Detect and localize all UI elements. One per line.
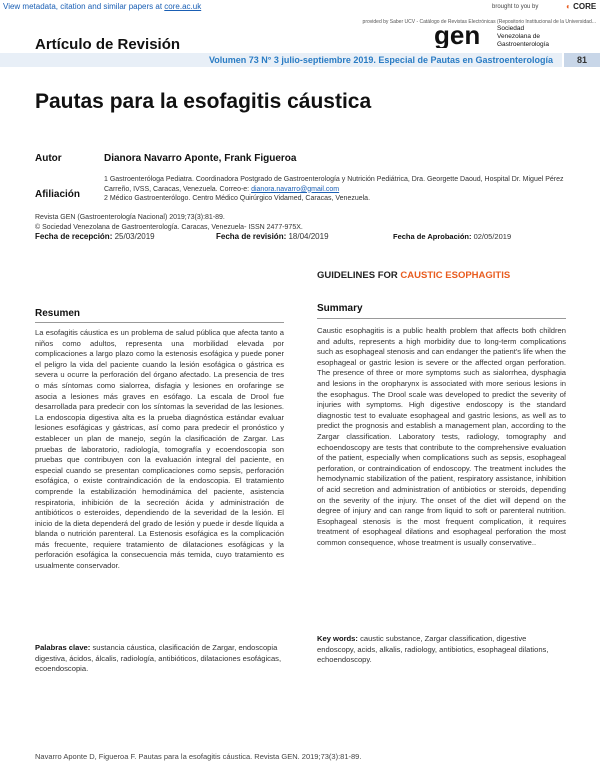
society-name [497,25,549,49]
resumen-rule [35,322,284,323]
article-title: Pautas para la esofagitis cáustica [35,90,372,113]
revised-value: 18/04/2019 [288,232,329,241]
guidelines-topic: CAUSTIC ESOPHAGITIS [400,270,511,281]
received-value: 25/03/2019 [114,232,155,241]
journal-meta [35,213,555,232]
key-words-list: caustic substance, Zargar classification, digestive endoscopy, acids, alkalis, radiology, antibiotics, esophageal dilations, echoendoscopy. [317,634,549,665]
palabras-clave-label: Palabras clave: [35,643,91,652]
guidelines-prefix: GUIDELINES FOR [317,270,401,281]
volume-info: Volumen 73 N° 3 julio-septiembre 2019. Especial de Pautas en Gastroenterología [208,55,553,65]
affiliation-1-text: 1 Gastroenteróloga Pediatra. Coordinadora Postgrado de Gastroenterología y Nutrición Pediátrica, Dra. Georgette Daoud, Hospital Dr. Miguel Pérez Carreño, IVSS, Caracas, Venezuela. Correo-e: [104,176,564,193]
approved-value: 02/05/2019 [473,232,512,241]
summary-rule [317,318,566,319]
english-title [317,270,510,281]
core-metadata-link[interactable] [3,2,201,11]
resumen-body: La esofagitis cáustica es un problema de salud pública que afecta tanto a niños como adultos, representa una morbilidad elevada por complicaciones a largo plazo como la estenosis esofágica y puede poner el peligro la vida del paciente cuando la lesión esofágica o gástrica es severa u ocurre la perforación del órgano afectado. La presencia de tres o más síntomas como sialorrea, disfagia y lesiones en orofaringe se asocia a lesiones más graves en esófago. La escala de Drool fue desarrollada para predecir con los síntomas la severidad de las lesiones. La endoscopia digestiva alta es la prueba diagnóstica estándar evaluar lesiones esofágicas y gástricas, así como para predecir el pronóstico y establecer un plan de manejo, según la clasificación de Zargar. Las pruebas de laboratorio, radiología, tomografía y ecoendoscopia son pruebas que contribuyen con la evaluación integral del paciente, en especial cuando se presentan complicaciones como sepsis, perforación esofágica, o existe contraindicación de la endoscopia. El tratamiento comprende la estabilización hemodinámica del paciente, asistencia respiratoria, inhibición de la secreción ácida y administración de antibióticos o esteroides, dependiendo de la severidad de la lesión. El inicio de la dieta dependerá del grado de lesión y puede ir desde líquida a blanda o nutrición parenteral. La Estenosis esofágica es la complicación más frecuente, requiere tratamiento de dilataciones esofágicas y la perforación esofágica la consecuencia más temida, cuyo tratamiento es usualmente conservador. [35,328,284,571]
approved-date [393,232,511,241]
summary-heading: Summary [317,303,363,314]
summary-body: Caustic esophagitis is a public health problem that affects both children and adults, represents a high morbidity due to long-term complications such as esophageal stenosis and can endanger the patient's life when the esophageal or gastric lesion is severe or the affected organ perforation. The presence of three or more symptoms such as sialorrhea, dysphagia and lesions in the oropharynx is associated with more serious lesions in the esophagus. The Drool scale was developed to predict the severity of injuries with symptoms. High digestive endoscopy is the standard diagnostic test to evaluate esophageal and gastric lesions, as well as to predict the prognosis and establish a management plan, according to the Zargar classification. Laboratory tests, radiology, tomography and echoendoscopy are tests that contribute to the comprehensive evaluation of the patient, especially when complications such as sepsis, esophageal perforation, or contraindication of endoscopy. The treatment includes the hemodynamic stabilization of the patient, respiratory assistance, inhibition of acid secretion and administration of antibiotics or steroids, depending on the severity of the injury. The onset of the diet will depend on the degree of injury and can range from liquid to soft or parenteral nutrition. Esophageal stenosis is the most frequent complication, it requires treatment of esophageal dilations and esophageal perforation the most common consequence, whose treatment is usually conservative.. [317,326,566,547]
authors: Dianora Navarro Aponte, Frank Figueroa [104,153,297,164]
page-number: 81 [564,53,600,67]
affiliation-1 [104,175,574,194]
approved-label: Fecha de Aprobación: [393,232,472,241]
copyright: © Sociedad Venezolana de Gastroenterología. Caracas, Venezuela- ISSN 2477-975X. [35,223,303,231]
core-link-url[interactable]: core.ac.uk [164,2,202,11]
journal-reference: Revista GEN (Gastroenterología Nacional) 2019;73(3):81-89. [35,214,225,221]
gen-logo-icon [432,22,492,48]
society-line-1: Sociedad [497,25,525,32]
affiliations [104,175,574,204]
core-logo-text: CORE [573,2,597,11]
author-label: Autor [35,153,62,164]
core-logo[interactable] [566,2,596,11]
revised-label: Fecha de revisión: [216,232,287,241]
provided-by-text[interactable]: provided by Saber UCV - Catálogo de Revistas Electrónicas (Repositorio Institucional de la Universidad... [362,19,596,25]
received-date [35,232,155,241]
article-type-label: Artículo de Revisión [35,36,181,53]
palabras-clave-list: sustancia cáustica, clasificación de Zargar, endoscopia digestiva, ácidos, álcalis, radiología, antibióticos, dilataciones esofágicas, ecoendoscopia. [35,643,282,674]
author-email-link[interactable]: dianora.navarro@gmail.com [251,185,340,193]
svg-text:gen: gen [434,22,481,48]
core-link-prefix: View metadata, citation and similar papers at [3,2,165,11]
core-logo-icon: ◐ [566,2,571,11]
palabras-clave [35,643,284,675]
key-words-label: Key words: [317,634,358,643]
affiliation-label: Afiliación [35,189,81,200]
brought-by-text: brought to you by [492,4,539,10]
citation-footer: Navarro Aponte D, Figueroa F. Pautas para la esofagitis cáustica. Revista GEN. 2019;73(3):81-89. [35,752,362,761]
revised-date [216,232,329,241]
key-words [317,634,566,666]
resumen-heading: Resumen [35,308,81,319]
society-line-3: Gastroenterología [497,41,550,48]
affiliation-2: 2 Médico Gastroenterólogo. Centro Médico Quirúrgico Vidamed, Caracas, Venezuela. [104,195,371,202]
received-label: Fecha de recepción: [35,232,113,241]
society-line-2: Venezolana de [497,33,541,40]
